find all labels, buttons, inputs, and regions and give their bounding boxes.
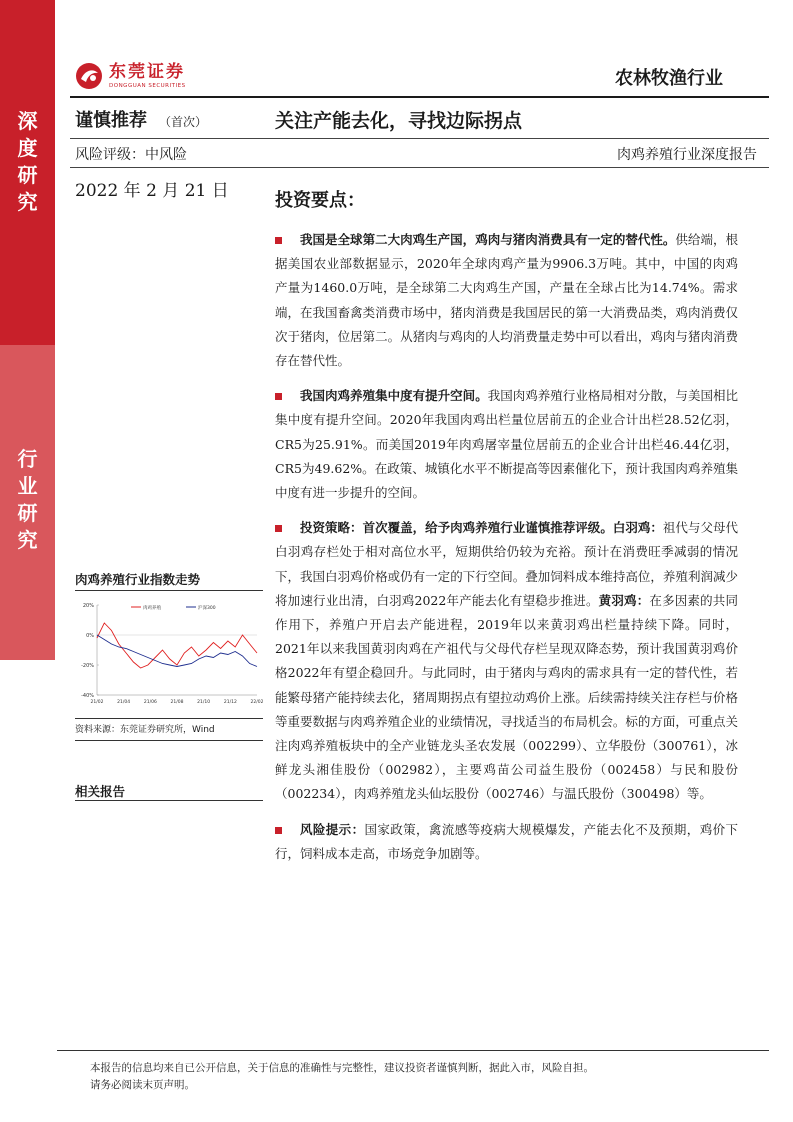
footer-line-1: 本报告的信息均来自已公开信息，关于信息的准确性与完整性，建议投资者谨慎判断，据此入市，风险自担。 [90, 1062, 594, 1074]
header-divider-3 [70, 167, 769, 168]
point-2-lead: 我国肉鸡养殖集中度有提升空间。 [300, 388, 488, 404]
related-reports-rule [75, 800, 263, 801]
x-tick-label: 21/06 [143, 700, 157, 705]
point-2-text: 我国肉鸡养殖行业格局相对分散，与美国相比集中度有提升空间。2020年我国肉鸡出栏量位居前五的企业合计出栏28.52亿羽，CR5为25.91%。而美国2019年肉鸡屠宰量位居前五的企业合计出栏46.44亿羽，CR5为49.62%。在政策、城镇化水平不断提高等因素催化下，预计我国肉鸡养殖集中度有进一步提升的空间。 [275, 388, 738, 501]
x-tick-label: 21/08 [170, 700, 184, 705]
chart-title: 肉鸡养殖行业指数走势 [75, 572, 201, 587]
point-3-text: 祖代与父母代白羽鸡存栏处于相对高位水平，短期供给仍较为充裕。预计在消费旺季减弱的情况下，我国白羽鸡价格或仍有一定的下行空间。叠加饲料成本维持高位，养殖利润减少将加速行业出清，白羽鸡2022年产能去化有望稳步推进。 [275, 520, 738, 608]
point-2 [275, 384, 738, 505]
sidebar-top-char: 研 [17, 163, 38, 187]
chart-source: 资料来源：东莞证券研究所，Wind [75, 725, 215, 735]
x-tick-label: 21/12 [223, 700, 237, 705]
series-line-1 [97, 635, 257, 667]
footer-line-2: 请务必阅读末页声明。 [90, 1079, 195, 1091]
point-3 [275, 516, 738, 806]
chart-top-rule [75, 590, 263, 591]
point-3-lead: 投资策略：首次覆盖，给予肉鸡养殖行业谨慎推荐评级。 [300, 520, 613, 536]
y-tick-label: -20% [81, 663, 94, 669]
section-title: 投资要点： [275, 190, 365, 211]
sidebar-label-deep-research [0, 108, 55, 216]
x-tick-label: 21/02 [90, 700, 104, 705]
x-tick-label: 21/10 [197, 700, 211, 705]
header-divider [70, 96, 769, 98]
point-4-text: 国家政策，禽流感等疫病大规模爆发，产能去化不及预期，鸡价下行，饲料成本走高，市场竞争加剧等。 [275, 821, 738, 861]
footer-disclaimer [90, 1060, 594, 1094]
company-logo [75, 60, 186, 92]
report-date: 2022 年 2 月 21 日 [75, 181, 229, 201]
footer-divider [57, 1050, 769, 1051]
risk-level: 风险评级：中风险 [75, 147, 187, 163]
x-tick-label: 22/02 [250, 700, 263, 705]
rating-note: （首次） [159, 115, 208, 129]
y-tick-label: 20% [82, 603, 94, 609]
logo-name-cn: 东莞证券 [109, 61, 185, 82]
logo-mark-icon [75, 62, 103, 90]
point-4-lead: 风险提示： [300, 821, 365, 837]
sidebar-top-char: 究 [17, 190, 38, 214]
sidebar-bottom-char: 究 [17, 528, 38, 552]
x-tick-label: 21/04 [117, 700, 131, 705]
legend-label-1: 沪深300 [198, 606, 216, 611]
index-trend-chart [75, 595, 263, 715]
y-tick-label: -40% [81, 693, 94, 699]
point-1 [275, 228, 738, 373]
sidebar-bottom-char: 行 [17, 447, 38, 471]
sidebar-top-char: 深 [17, 109, 38, 133]
point-1-lead: 我国是全球第二大肉鸡生产国，鸡肉与猪肉消费具有一定的替代性。 [300, 232, 676, 247]
chart-bottom-rule [75, 718, 263, 719]
bullet-icon [275, 827, 282, 834]
sidebar-bottom-char: 业 [17, 474, 38, 498]
rating [75, 106, 207, 132]
header-divider-2 [70, 138, 769, 139]
source-rule [75, 740, 263, 741]
rating-value: 谨慎推荐 [75, 110, 147, 131]
key-points [275, 228, 738, 877]
logo-name-en: DONGGUAN SECURITIES [109, 82, 186, 89]
point-3-text-2: 在多因素的共同作用下，养殖户开启去产能进程，2019年以来黄羽鸡出栏量持续下降。同时，2021年以来我国黄羽肉鸡在产祖代与父母代存栏呈现双降态势，预计我国黄羽鸡价格2022年有望企稳回升。与此同时，由于猪肉与鸡肉的需求具有一定的替代性，若能繁母猪产能持续去化，猪周期拐点有望拉动鸡价上涨。后续需持续关注存栏与价格等重要数据与肉鸡养殖企业的业绩情况，寻找适当的布局机会。标的方面，可重点关注肉鸡养殖板块中的全产业链龙头圣农发展（002299）、立华股份（300761），冰鲜龙头湘佳股份（002982），主要鸡苗公司益生股份（002458）与民和股份（002234），肉鸡养殖龙头仙坛股份（002746）与温氏股份（300498）等。 [275, 592, 738, 802]
bullet-icon [275, 525, 282, 532]
bullet-icon [275, 237, 282, 244]
point-4 [275, 818, 738, 866]
related-reports-heading: 相关报告 [75, 784, 126, 799]
report-headline: 关注产能去化，寻找边际拐点 [275, 110, 523, 132]
point-3-yellow-chicken-label: 黄羽鸡： [598, 592, 650, 608]
sidebar-bottom-char: 研 [17, 501, 38, 525]
point-3-white-chicken-label: 白羽鸡： [612, 520, 663, 536]
industry-label: 农林牧渔行业 [615, 68, 723, 89]
sidebar-top-char: 度 [17, 136, 38, 160]
report-type: 肉鸡养殖行业深度报告 [617, 147, 757, 163]
series-line-0 [97, 623, 257, 668]
bullet-icon [275, 393, 282, 400]
sidebar-label-industry-research [0, 446, 55, 554]
legend-label-0: 肉鸡养殖 [143, 606, 161, 611]
y-tick-label: 0% [86, 633, 94, 639]
point-1-text: 供给端，根据美国农业部数据显示，2020年全球肉鸡产量为9906.3万吨。其中，中国的肉鸡产量为1460.0万吨，是全球第二大肉鸡生产国，产量在全球占比为14.74%。需求端，在我国畜禽类消费市场中，猪肉消费是我国居民的第一大消费品类，鸡肉消费仅次于猪肉，位居第二。从猪肉与鸡肉的人均消费量走势中可以看出，鸡肉与猪肉消费存在替代性。 [275, 232, 738, 369]
